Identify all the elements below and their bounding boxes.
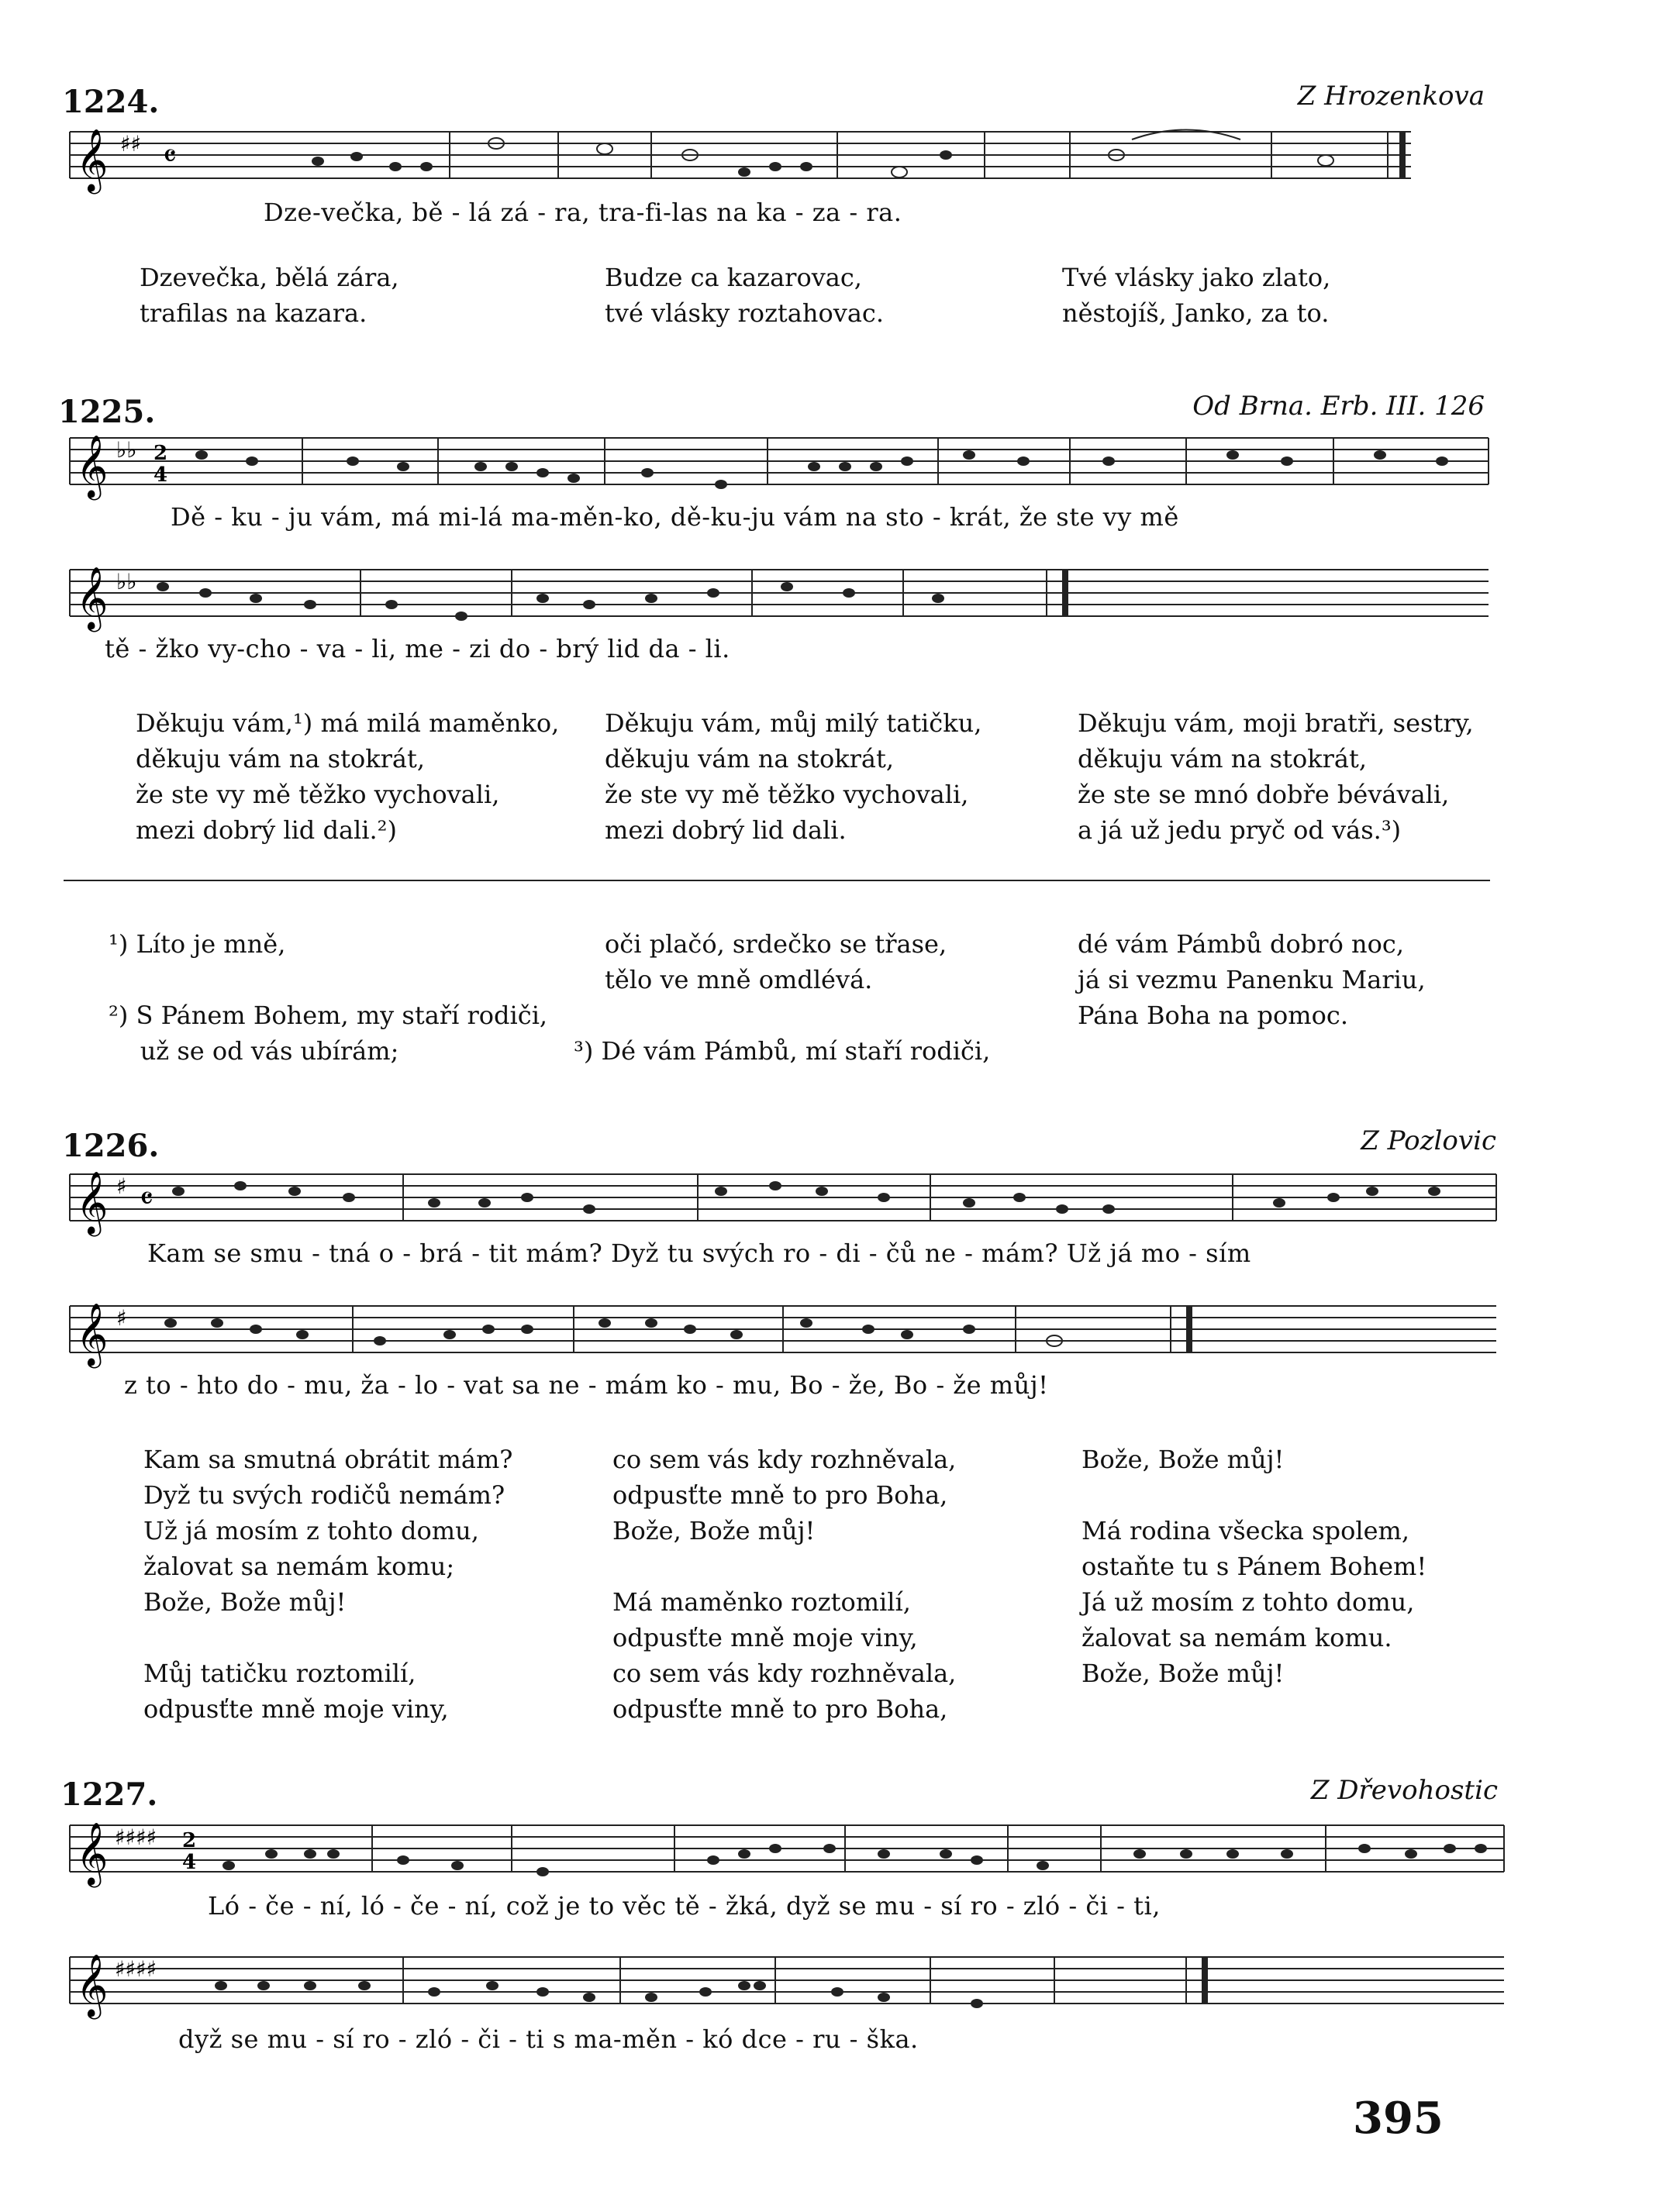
svg-text:2: 2 (154, 442, 168, 465)
verse-line: Děkuju vám, moji bratři, sestry, (1078, 708, 1474, 738)
footnote-column (109, 926, 547, 1069)
verse-line: Budze ca kazarovac, (605, 263, 862, 292)
svg-text:𝄞: 𝄞 (76, 434, 109, 498)
lyric-line: z to - hto do - mu, ža - lo - vat sa ne - mám ko - mu, Bo - že, Bo - že můj! (124, 1370, 1049, 1400)
verse-column (143, 1442, 512, 1727)
song-number: 1224. (62, 84, 160, 120)
footnote-line (574, 997, 990, 1033)
verse-column (1078, 705, 1474, 848)
music-staff (62, 1159, 1504, 1244)
footnote-line: Pána Boha na pomoc. (1078, 1001, 1348, 1030)
verse-line: Bože, Bože můj! (143, 1587, 347, 1617)
svg-text:𝄞: 𝄞 (76, 566, 109, 629)
verse-line: Kam sa smutná obrátit mám? (143, 1445, 513, 1474)
verse-line: děkuju vám na stokrát, (1078, 744, 1367, 774)
song-number: 1225. (58, 394, 156, 430)
lyric-line: Dě - ku - ju vám, má mi-lá ma-měn-ko, dě-ku-ju vám na sto - krát, že ste vy mě (171, 502, 1179, 532)
verse-line: že ste se mnó dobře bévávali, (1078, 780, 1450, 809)
footnote-line: dé vám Pámbů dobró noc, (1078, 929, 1404, 959)
verse-line: ostaňte tu s Pánem Bohem! (1081, 1552, 1427, 1581)
verse-column (1081, 1442, 1426, 1691)
svg-text:4: 4 (182, 1851, 197, 1874)
verse-line: odpusťte mně to pro Boha, (612, 1694, 948, 1724)
music-staff (62, 554, 1496, 639)
verse-line: tvé vlásky roztahovac. (605, 298, 884, 328)
svg-text:♯: ♯ (116, 1305, 127, 1331)
music-staff (62, 1942, 1512, 2027)
verse-line: odpusťte mně moje viny, (143, 1694, 449, 1724)
verse-line: děkuju vám na stokrát, (136, 744, 425, 774)
lyric-line: Kam se smu - tná o - brá - tit mám? Dyž tu svých ro - di - čů ne - mám? Už já mo - sím (147, 1239, 1251, 1268)
svg-text:4: 4 (154, 463, 168, 487)
verse-line (612, 1549, 956, 1584)
song-source: Z Dřevohostic (1310, 1775, 1498, 1806)
verse-line: něstojíš, Janko, za to. (1062, 298, 1330, 328)
verse-line: že ste vy mě těžko vychovali, (605, 780, 969, 809)
verse-line: a já už jedu pryč od vás.³) (1078, 815, 1402, 845)
svg-text:𝄞: 𝄞 (76, 1302, 109, 1366)
music-staff (62, 1810, 1512, 1895)
verse-line: Dzevečka, bělá zára, (140, 263, 399, 292)
svg-text:♯♯: ♯♯ (120, 131, 142, 157)
footnote-line: ²) S Pánem Bohem, my staří rodiči, (109, 1001, 548, 1030)
footnote-line: já si vezmu Panenku Mariu, (1078, 965, 1426, 994)
verse-line: trafilas na kazara. (140, 298, 367, 328)
verse-line: Děkuju vám,¹) má milá maměnko, (136, 708, 560, 738)
svg-text:𝄞: 𝄞 (76, 128, 109, 191)
verse-column (1062, 260, 1330, 331)
page-number: 395 (1353, 2093, 1444, 2144)
footnote-line: ³) Dé vám Pámbů, mí staří rodiči, (574, 1036, 991, 1066)
lyric-line: Dze-večka, bě - lá zá - ra, tra-fi-las na ka - za - ra. (264, 198, 902, 227)
verse-column (605, 705, 981, 848)
verse-line: Má maměnko roztomilí, (612, 1587, 911, 1617)
svg-text:♯♯♯♯: ♯♯♯♯ (115, 1956, 157, 1982)
lyric-line: tě - žko vy-cho - va - li, me - zi do - brý lid da - li. (105, 634, 730, 663)
svg-text:𝄞: 𝄞 (76, 1170, 109, 1234)
verse-line: co sem vás kdy rozhněvala, (612, 1445, 957, 1474)
verse-line: co sem vás kdy rozhněvala, (612, 1659, 957, 1688)
verse-line: Já už mosím z tohto domu, (1081, 1587, 1415, 1617)
verse-line: mezi dobrý lid dali.²) (136, 815, 397, 845)
svg-text:𝄞: 𝄞 (76, 1953, 109, 2017)
music-staff (62, 116, 1419, 202)
verse-line: Bože, Bože můj! (1081, 1445, 1285, 1474)
verse-line: Dyž tu svých rodičů nemám? (143, 1480, 505, 1510)
song-source: Z Hrozenkova (1297, 81, 1485, 112)
footnote-line: oči plačó, srdečko se třase, (605, 929, 947, 959)
svg-text:♭♭: ♭♭ (116, 569, 137, 594)
verse-line: žalovat sa nemám komu. (1081, 1623, 1392, 1652)
svg-text:2: 2 (182, 1829, 197, 1852)
svg-text:♯: ♯ (116, 1173, 127, 1199)
verse-line: Bože, Bože můj! (612, 1516, 816, 1545)
footnote-line: už se od vás ubírám; (109, 1036, 399, 1066)
footnote-line: tělo ve mně omdlévá. (605, 965, 873, 994)
verse-line: Bože, Bože můj! (1081, 1659, 1285, 1688)
verse-line: odpusťte mně to pro Boha, (612, 1480, 948, 1510)
verse-line: Už já mosím z tohto domu, (143, 1516, 479, 1545)
verse-line: Děkuju vám, můj milý tatičku, (605, 708, 982, 738)
svg-text:𝄴: 𝄴 (163, 139, 177, 174)
lyric-line: Ló - če - ní, ló - če - ní, což je to věc tě - žká, dyž se mu - sí ro - zló - či - ti, (208, 1891, 1161, 1921)
verse-line: děkuju vám na stokrát, (605, 744, 894, 774)
verse-column (612, 1442, 956, 1727)
verse-column (136, 705, 559, 848)
verse-line: Můj tatičku roztomilí, (143, 1659, 416, 1688)
song-number: 1226. (62, 1128, 160, 1164)
verse-line: Má rodina všecka spolem, (1081, 1516, 1410, 1545)
footnote-divider (64, 880, 1490, 881)
music-staff (62, 422, 1496, 508)
footnote-column (1078, 926, 1426, 1033)
music-staff (62, 1290, 1504, 1376)
verse-line (143, 1620, 512, 1656)
verse-column (605, 260, 884, 331)
footnote-line: ¹) Líto je mně, (109, 929, 286, 959)
svg-text:𝄴: 𝄴 (140, 1181, 154, 1217)
svg-text:♭♭: ♭♭ (116, 437, 137, 463)
svg-text:♯♯♯♯: ♯♯♯♯ (115, 1824, 157, 1850)
verse-column (140, 260, 399, 331)
footnote-line (109, 962, 547, 997)
song-source: Z Pozlovic (1361, 1125, 1496, 1156)
lyric-line: dyž se mu - sí ro - zló - či - ti s ma-měn - kó dce - ru - ška. (178, 2024, 919, 2054)
verse-line: Tvé vlásky jako zlato, (1062, 263, 1331, 292)
verse-line: mezi dobrý lid dali. (605, 815, 847, 845)
verse-line: žalovat sa nemám komu; (143, 1552, 455, 1581)
song-number: 1227. (60, 1776, 158, 1813)
footnote-column (574, 926, 990, 1069)
verse-line: že ste vy mě těžko vychovali, (136, 780, 500, 809)
song-source: Od Brna. Erb. III. 126 (1192, 391, 1485, 422)
verse-line: odpusťte mně moje viny, (612, 1623, 918, 1652)
verse-line (1081, 1477, 1426, 1513)
svg-text:𝄞: 𝄞 (76, 1821, 109, 1885)
